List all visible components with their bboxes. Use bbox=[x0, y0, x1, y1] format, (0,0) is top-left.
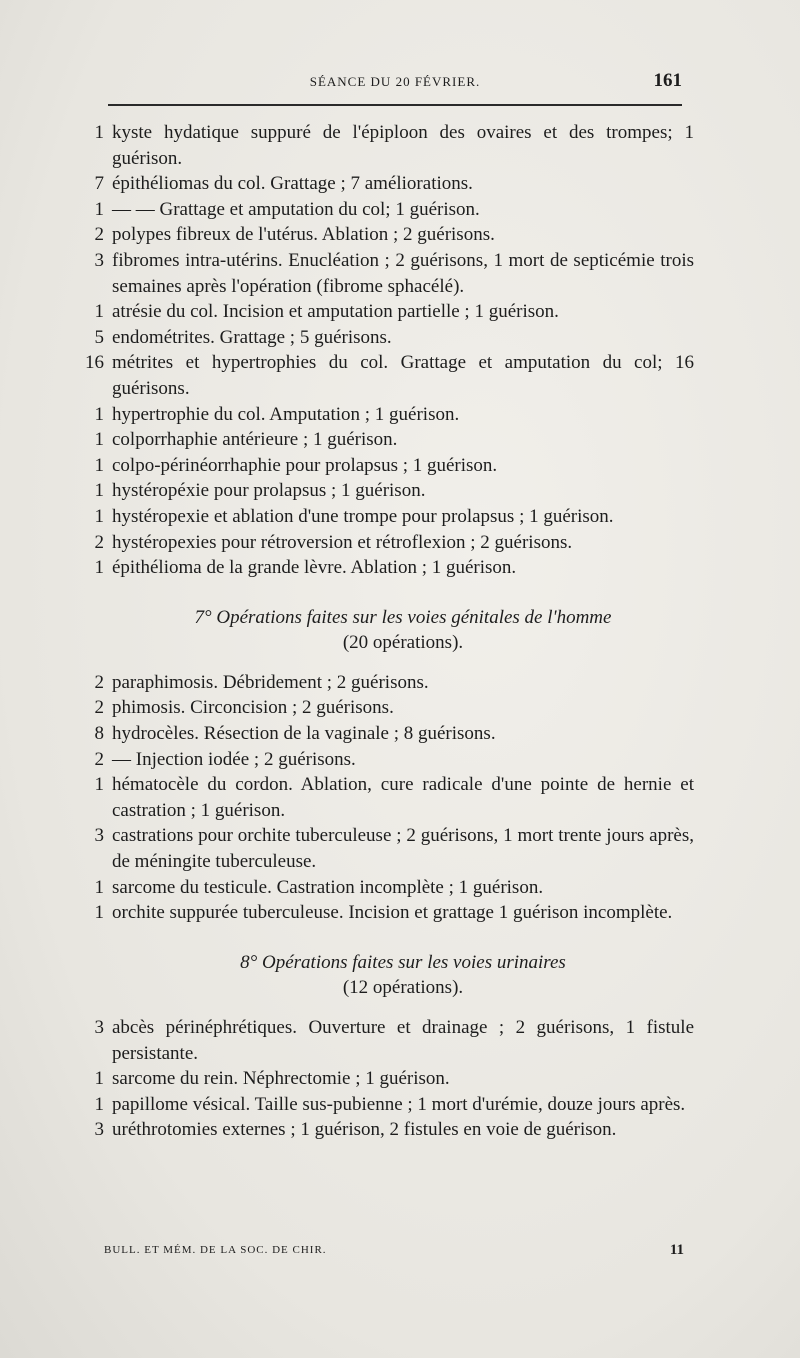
list-item bbox=[72, 555, 694, 581]
entry-text: phimosis. Circoncision ; 2 guérisons. bbox=[112, 697, 394, 719]
section-7-subtitle: (20 opérations). bbox=[342, 632, 464, 654]
list-item bbox=[72, 504, 694, 530]
section-8-subtitle: (12 opérations). bbox=[342, 977, 464, 999]
entry-count: 2 bbox=[94, 748, 104, 770]
entry-count: 1 bbox=[94, 1068, 104, 1090]
entry-count: 1 bbox=[94, 1093, 104, 1115]
entry-count: 1 bbox=[94, 557, 104, 579]
entry-list-genital-male bbox=[72, 670, 694, 926]
list-item bbox=[72, 350, 694, 401]
entry-count: 16 bbox=[85, 352, 104, 374]
entry-text: — — Grattage et amputation du col; 1 guérison. bbox=[112, 198, 480, 220]
entry-text: fibromes intra-utérins. Enucléation ; 2 guérisons, 1 mort de septicémie trois semaines après l'opération (fibrome sphacélé). bbox=[112, 249, 694, 297]
entry-text: endométrites. Grattage ; 5 guérisons. bbox=[112, 326, 392, 348]
entry-list-urinary bbox=[72, 1015, 694, 1143]
page-header bbox=[108, 70, 682, 100]
entry-count: 1 bbox=[94, 301, 104, 323]
entry-text: colporrhaphie antérieure ; 1 guérison. bbox=[112, 429, 398, 451]
entry-text: sarcome du testicule. Castration incomplète ; 1 guérison. bbox=[112, 876, 544, 898]
entry-text: hydrocèles. Résection de la vaginale ; 8 guérisons. bbox=[112, 723, 496, 745]
list-item bbox=[72, 875, 694, 901]
list-item bbox=[72, 1117, 694, 1143]
entry-list-gyneco bbox=[72, 120, 694, 581]
list-item bbox=[72, 747, 694, 773]
entry-count: 1 bbox=[94, 902, 104, 924]
section-8-title: 8° Opérations faites sur les voies urinaires bbox=[240, 951, 566, 973]
entry-count: 1 bbox=[94, 876, 104, 898]
entry-count: 2 bbox=[94, 697, 104, 719]
list-item bbox=[72, 197, 694, 223]
list-item bbox=[72, 1092, 694, 1118]
list-item bbox=[72, 120, 694, 171]
entry-count: 1 bbox=[94, 122, 104, 143]
entry-text: hypertrophie du col. Amputation ; 1 guérison. bbox=[112, 403, 460, 425]
entry-text: hystéropexies pour rétroversion et rétroflexion ; 2 guérisons. bbox=[112, 531, 573, 553]
entry-text: paraphimosis. Débridement ; 2 guérisons. bbox=[112, 671, 429, 693]
running-head: SÉANCE DU 20 FÉVRIER. bbox=[309, 74, 481, 89]
entry-text: hématocèle du cordon. Ablation, cure radicale d'une pointe de hernie et castration ; 1 guérison. bbox=[112, 774, 694, 821]
list-item bbox=[72, 900, 694, 926]
entry-count: 3 bbox=[94, 825, 104, 847]
entry-text: épithélioma de la grande lèvre. Ablation ; 1 guérison. bbox=[112, 557, 517, 579]
page-footer bbox=[104, 1244, 684, 1256]
entry-count: 1 bbox=[94, 774, 104, 796]
entry-text: — Injection iodée ; 2 guérisons. bbox=[112, 748, 356, 770]
entry-count: 1 bbox=[94, 480, 104, 502]
entry-text: hystéropéxie pour prolapsus ; 1 guérison. bbox=[112, 480, 426, 502]
entry-text: polypes fibreux de l'utérus. Ablation ; 2 guérisons. bbox=[112, 224, 495, 246]
entry-count: 2 bbox=[94, 531, 104, 553]
entry-count: 1 bbox=[94, 505, 104, 527]
page-number: 161 bbox=[653, 70, 682, 91]
entry-count: 2 bbox=[94, 224, 104, 246]
list-item bbox=[72, 299, 694, 325]
header-rule bbox=[108, 104, 682, 106]
entry-text: orchite suppurée tuberculeuse. Incision et grattage 1 guérison incomplète. bbox=[112, 902, 673, 924]
list-item bbox=[72, 402, 694, 428]
list-item bbox=[72, 453, 694, 479]
list-item bbox=[72, 823, 694, 874]
entry-count: 8 bbox=[94, 723, 104, 745]
signature-mark: 11 bbox=[669, 1242, 684, 1258]
entry-count: 1 bbox=[94, 403, 104, 425]
section-7-title: 7° Opérations faites sur les voies génitales de l'homme bbox=[194, 606, 612, 628]
list-item bbox=[72, 695, 694, 721]
entry-text: abcès périnéphrétiques. Ouverture et drainage ; 2 guérisons, 1 fistule persistante. bbox=[112, 1017, 694, 1064]
list-item bbox=[72, 171, 694, 197]
list-item bbox=[72, 530, 694, 556]
list-item bbox=[72, 1066, 694, 1092]
entry-count: 1 bbox=[94, 429, 104, 451]
entry-count: 2 bbox=[94, 671, 104, 693]
list-item bbox=[72, 248, 694, 299]
list-item bbox=[72, 222, 694, 248]
entry-text: kyste hydatique suppuré de l'épiploon des ovaires et des trompes; 1 guérison. bbox=[112, 122, 694, 169]
list-item bbox=[72, 721, 694, 747]
entry-count: 3 bbox=[94, 249, 104, 271]
list-item bbox=[72, 427, 694, 453]
entry-count: 5 bbox=[94, 326, 104, 348]
entry-text: hystéropexie et ablation d'une trompe pour prolapsus ; 1 guérison. bbox=[112, 505, 614, 527]
footer-text: BULL. ET MÉM. DE LA SOC. DE CHIR. bbox=[104, 1244, 327, 1256]
entry-text: épithéliomas du col. Grattage ; 7 améliorations. bbox=[112, 173, 473, 195]
entry-count: 3 bbox=[94, 1119, 104, 1141]
entry-count: 1 bbox=[94, 454, 104, 476]
list-item bbox=[72, 325, 694, 351]
entry-text: métrites et hypertrophies du col. Grattage et amputation du col; 16 guérisons. bbox=[112, 352, 694, 399]
entry-text: colpo-périnéorrhaphie pour prolapsus ; 1 guérison. bbox=[112, 454, 498, 476]
entry-text: sarcome du rein. Néphrectomie ; 1 guérison. bbox=[112, 1068, 450, 1090]
entry-count: 1 bbox=[94, 198, 104, 220]
entry-text: castrations pour orchite tuberculeuse ; 2 guérisons, 1 mort trente jours après, de méningite tuberculeuse. bbox=[112, 825, 694, 873]
entry-text: papillome vésical. Taille sus-pubienne ; 1 mort d'urémie, douze jours après. bbox=[112, 1093, 686, 1115]
entry-count: 3 bbox=[94, 1017, 104, 1038]
list-item bbox=[72, 1015, 694, 1066]
list-item bbox=[72, 478, 694, 504]
list-item bbox=[72, 670, 694, 696]
entry-count: 7 bbox=[94, 173, 104, 195]
list-item bbox=[72, 772, 694, 823]
entry-text: uréthrotomies externes ; 1 guérison, 2 fistules en voie de guérison. bbox=[112, 1119, 617, 1141]
entry-text: atrésie du col. Incision et amputation partielle ; 1 guérison. bbox=[112, 301, 559, 323]
page-body bbox=[72, 120, 694, 1143]
